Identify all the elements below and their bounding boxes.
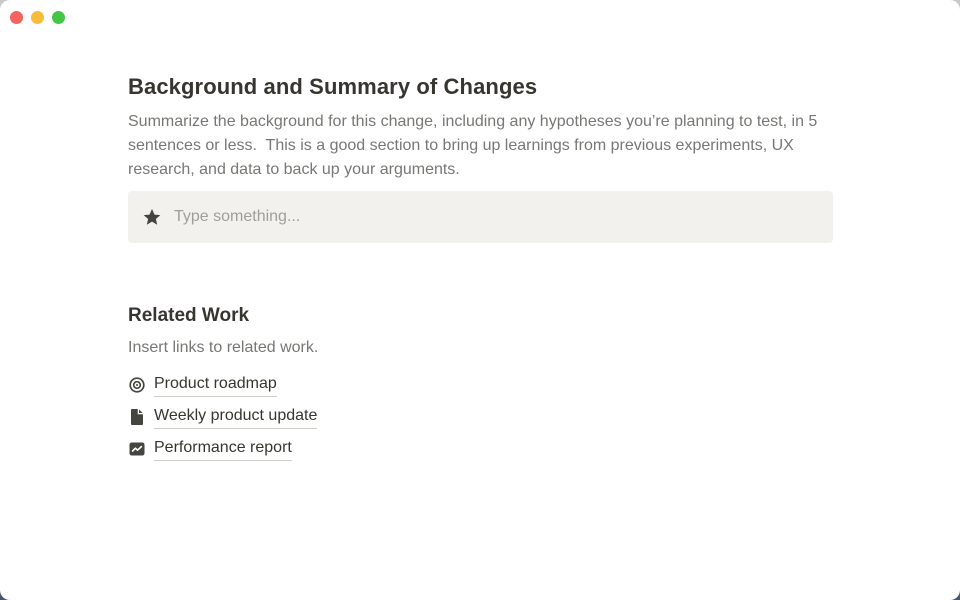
chart-icon xyxy=(128,440,146,458)
type-something-input[interactable] xyxy=(174,208,819,226)
related-work-heading: Related Work xyxy=(128,305,250,326)
link-performance-report[interactable] xyxy=(128,433,292,465)
link-label: Performance report xyxy=(154,438,292,461)
related-work-links xyxy=(128,369,833,465)
intro-paragraph: Summarize the background for this change, including any hypotheses you’re planning to test, in 5 sentences or less. This is a good section to bring up learnings from previous experiments, UX research, and data to back up your arguments. xyxy=(128,113,822,178)
document-icon xyxy=(128,408,146,426)
zoom-button[interactable] xyxy=(52,11,65,24)
page-content xyxy=(128,0,833,465)
related-work-subtitle: Insert links to related work. xyxy=(128,339,319,356)
link-weekly-product-update[interactable] xyxy=(128,401,317,433)
page-title: Background and Summary of Changes xyxy=(128,74,538,99)
type-something-box[interactable] xyxy=(128,191,833,243)
target-icon xyxy=(128,376,146,394)
link-label: Product roadmap xyxy=(154,374,277,397)
close-button[interactable] xyxy=(10,11,23,24)
traffic-lights xyxy=(10,11,65,24)
minimize-button[interactable] xyxy=(31,11,44,24)
link-product-roadmap[interactable] xyxy=(128,369,277,401)
link-label: Weekly product update xyxy=(154,406,317,429)
star-icon xyxy=(142,207,162,227)
